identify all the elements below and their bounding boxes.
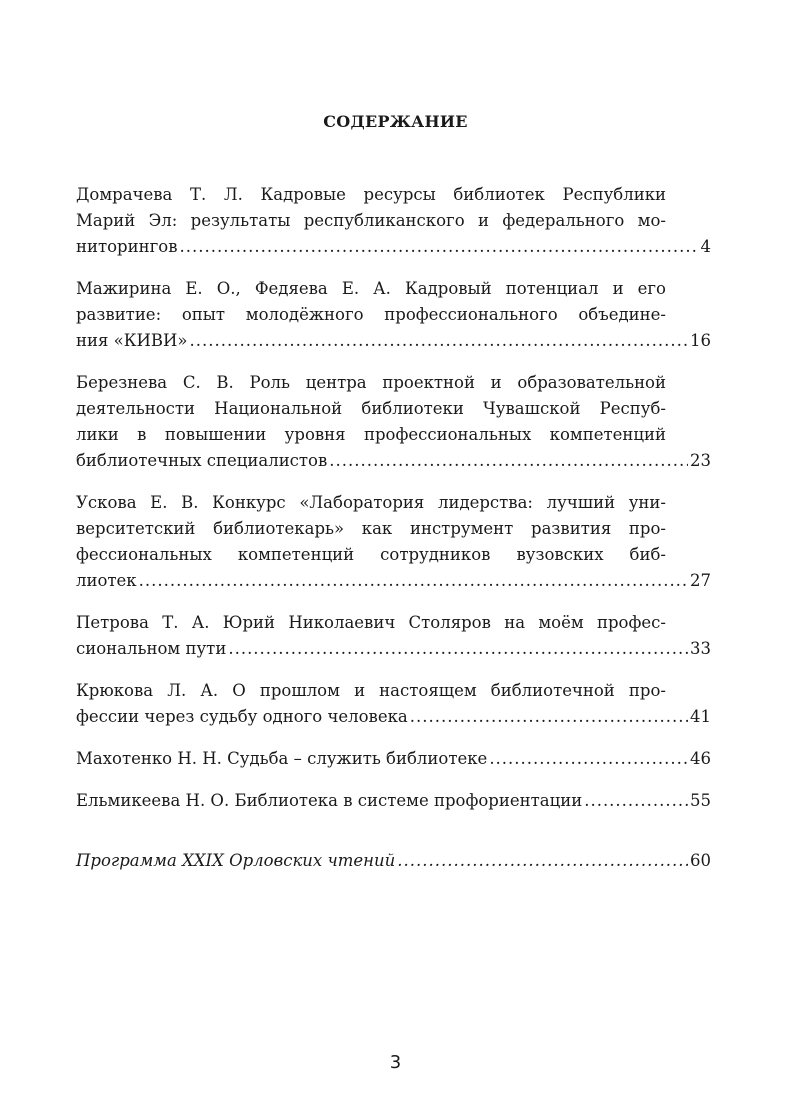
toc-page-number: 16: [690, 331, 711, 350]
toc-entry-line: фессиональных компетенций сотрудников вузовских биб-: [76, 545, 666, 564]
toc-entry-line: Крюкова Л. А. О прошлом и настоящем библиотечной про-: [76, 681, 666, 700]
toc-entry-last-line: [76, 636, 711, 662]
toc-entry-line: ниторингов: [76, 237, 178, 256]
toc-entry-line: развитие: опыт молодёжного профессионального объедине-: [76, 305, 666, 324]
toc-entry[interactable]: [76, 746, 711, 772]
table-of-contents: [76, 182, 711, 890]
toc-entry-line: ния «КИВИ»: [76, 331, 188, 350]
toc-entry[interactable]: [76, 678, 711, 730]
toc-entry-last-line: [76, 328, 711, 354]
toc-page-number: 55: [690, 791, 711, 810]
page-title: СОДЕРЖАНИЕ: [323, 112, 468, 131]
dot-leader: [584, 788, 688, 814]
page-number: 3: [389, 1052, 402, 1073]
toc-page-number: 60: [690, 851, 711, 870]
toc-entry-line: фессии через судьбу одного человека: [76, 707, 408, 726]
toc-entry-last-line: [76, 848, 711, 874]
toc-entry-line: Марий Эл: результаты республиканского и федерального мо-: [76, 211, 666, 230]
toc-entry-last-line: [76, 234, 711, 260]
toc-entry-line: Махотенко Н. Н. Судьба – служить библиотеке: [76, 749, 488, 768]
toc-page-number: 23: [690, 451, 711, 470]
dot-leader: [139, 568, 688, 594]
toc-page-number: 4: [700, 237, 711, 256]
toc-entry-last-line: [76, 788, 711, 814]
toc-entry[interactable]: [76, 490, 711, 594]
toc-entry-line: Домрачева Т. Л. Кадровые ресурсы библиотек Республики: [76, 185, 666, 204]
toc-entry-last-line: [76, 568, 711, 594]
toc-entry-line: Программа XXIX Орловских чтений: [76, 851, 396, 870]
toc-entry-line: библиотечных специалистов: [76, 451, 328, 470]
toc-page-number: 46: [690, 749, 711, 768]
toc-entry-last-line: [76, 704, 711, 730]
toc-entry-line: Ускова Е. В. Конкурс «Лаборатория лидерства: лучший уни-: [76, 493, 666, 512]
toc-entry[interactable]: [76, 370, 711, 474]
dot-leader: [410, 704, 688, 730]
dot-leader: [329, 448, 688, 474]
toc-entry[interactable]: [76, 276, 711, 354]
toc-entry-last-line: [76, 448, 711, 474]
toc-page-number: 33: [690, 639, 711, 658]
dot-leader: [228, 636, 688, 662]
toc-entry-program[interactable]: [76, 848, 711, 874]
toc-entry-line: сиональном пути: [76, 639, 227, 658]
toc-entry-line: лиотек: [76, 571, 137, 590]
dot-leader: [397, 848, 688, 874]
toc-entry[interactable]: [76, 788, 711, 814]
toc-entry-line: лики в повышении уровня профессиональных компетенций: [76, 425, 666, 444]
toc-page-number: 41: [690, 707, 711, 726]
dot-leader: [179, 234, 698, 260]
toc-entry-line: Березнева С. В. Роль центра проектной и образовательной: [76, 373, 666, 392]
toc-entry-line: Мажирина Е. О., Федяева Е. А. Кадровый потенциал и его: [76, 279, 666, 298]
toc-page-number: 27: [690, 571, 711, 590]
dot-leader: [190, 328, 688, 354]
toc-entry-line: Петрова Т. А. Юрий Николаевич Столяров на моём профес-: [76, 613, 666, 632]
dot-leader: [489, 746, 688, 772]
toc-entry-line: деятельности Национальной библиотеки Чувашской Респуб-: [76, 399, 666, 418]
toc-entry-line: верситетский библиотекарь» как инструмент развития про-: [76, 519, 666, 538]
toc-entry[interactable]: [76, 610, 711, 662]
toc-entry-last-line: [76, 746, 711, 772]
toc-entry-line: Ельмикеева Н. О. Библиотека в системе профориентации: [76, 791, 583, 810]
toc-entry[interactable]: [76, 182, 711, 260]
